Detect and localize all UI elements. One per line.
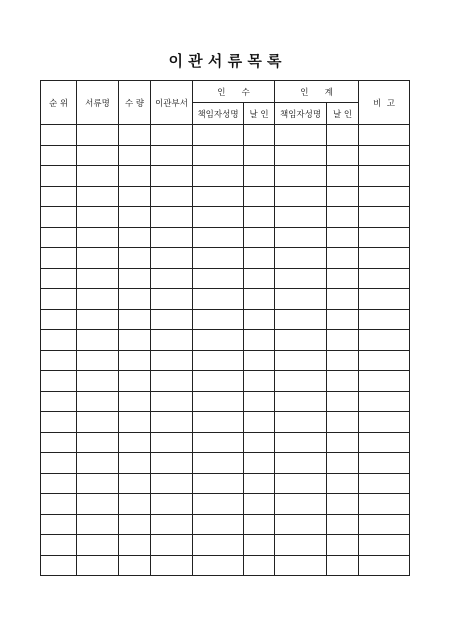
cell-transfer-dept[interactable]	[151, 207, 193, 228]
cell-quantity[interactable]	[119, 371, 151, 392]
header-row-top	[41, 81, 410, 103]
cell-seq[interactable]	[41, 412, 77, 433]
cell-remarks[interactable]	[359, 555, 410, 576]
header-handover-seal: 날 인	[327, 103, 359, 125]
cell-remarks[interactable]	[359, 330, 410, 351]
cell-doc-name[interactable]	[77, 227, 119, 248]
cell-remarks[interactable]	[359, 350, 410, 371]
cell-doc-name[interactable]	[77, 371, 119, 392]
cell-remarks[interactable]	[359, 248, 410, 269]
cell-receive-seal[interactable]	[244, 330, 275, 351]
cell-remarks[interactable]	[359, 514, 410, 535]
cell-quantity[interactable]	[119, 145, 151, 166]
cell-seq[interactable]	[41, 145, 77, 166]
cell-receive-person[interactable]	[193, 371, 244, 392]
cell-receive-seal[interactable]	[244, 145, 275, 166]
cell-receive-person[interactable]	[193, 391, 244, 412]
cell-receive-seal[interactable]	[244, 350, 275, 371]
cell-transfer-dept[interactable]	[151, 145, 193, 166]
cell-handover-seal[interactable]	[327, 473, 359, 494]
cell-receive-seal[interactable]	[244, 309, 275, 330]
cell-quantity[interactable]	[119, 432, 151, 453]
cell-transfer-dept[interactable]	[151, 289, 193, 310]
cell-seq[interactable]	[41, 125, 77, 146]
cell-quantity[interactable]	[119, 289, 151, 310]
cell-remarks[interactable]	[359, 453, 410, 474]
cell-handover-person[interactable]	[275, 350, 327, 371]
cell-handover-seal[interactable]	[327, 514, 359, 535]
cell-receive-person[interactable]	[193, 145, 244, 166]
table-row	[41, 453, 410, 474]
cell-receive-person[interactable]	[193, 207, 244, 228]
cell-quantity[interactable]	[119, 473, 151, 494]
header-remarks: 비 고	[359, 81, 410, 125]
cell-transfer-dept[interactable]	[151, 555, 193, 576]
cell-receive-person[interactable]	[193, 166, 244, 187]
cell-handover-person[interactable]	[275, 330, 327, 351]
cell-quantity[interactable]	[119, 535, 151, 556]
cell-remarks[interactable]	[359, 371, 410, 392]
cell-receive-person[interactable]	[193, 350, 244, 371]
cell-transfer-dept[interactable]	[151, 186, 193, 207]
cell-remarks[interactable]	[359, 391, 410, 412]
cell-seq[interactable]	[41, 186, 77, 207]
cell-transfer-dept[interactable]	[151, 473, 193, 494]
cell-remarks[interactable]	[359, 289, 410, 310]
cell-remarks[interactable]	[359, 227, 410, 248]
cell-quantity[interactable]	[119, 412, 151, 433]
cell-quantity[interactable]	[119, 514, 151, 535]
cell-handover-seal[interactable]	[327, 391, 359, 412]
cell-receive-seal[interactable]	[244, 453, 275, 474]
cell-remarks[interactable]	[359, 473, 410, 494]
table-row	[41, 330, 410, 351]
table-row	[41, 535, 410, 556]
cell-transfer-dept[interactable]	[151, 166, 193, 187]
cell-transfer-dept[interactable]	[151, 268, 193, 289]
cell-handover-seal[interactable]	[327, 248, 359, 269]
cell-handover-person[interactable]	[275, 309, 327, 330]
cell-doc-name[interactable]	[77, 248, 119, 269]
cell-transfer-dept[interactable]	[151, 309, 193, 330]
cell-remarks[interactable]	[359, 309, 410, 330]
table-row	[41, 227, 410, 248]
cell-receive-person[interactable]	[193, 514, 244, 535]
cell-remarks[interactable]	[359, 125, 410, 146]
table-row	[41, 555, 410, 576]
document-title: 이 관 서 류 목 록	[168, 52, 282, 70]
cell-handover-seal[interactable]	[327, 432, 359, 453]
cell-transfer-dept[interactable]	[151, 494, 193, 515]
cell-receive-seal[interactable]	[244, 432, 275, 453]
cell-receive-seal[interactable]	[244, 207, 275, 228]
cell-receive-seal[interactable]	[244, 186, 275, 207]
cell-receive-person[interactable]	[193, 453, 244, 474]
cell-transfer-dept[interactable]	[151, 371, 193, 392]
cell-transfer-dept[interactable]	[151, 248, 193, 269]
cell-handover-person[interactable]	[275, 227, 327, 248]
cell-receive-seal[interactable]	[244, 125, 275, 146]
cell-handover-seal[interactable]	[327, 207, 359, 228]
cell-receive-seal[interactable]	[244, 227, 275, 248]
cell-doc-name[interactable]	[77, 125, 119, 146]
cell-remarks[interactable]	[359, 535, 410, 556]
cell-handover-seal[interactable]	[327, 309, 359, 330]
cell-doc-name[interactable]	[77, 432, 119, 453]
cell-transfer-dept[interactable]	[151, 227, 193, 248]
cell-handover-seal[interactable]	[327, 268, 359, 289]
cell-doc-name[interactable]	[77, 535, 119, 556]
cell-handover-person[interactable]	[275, 555, 327, 576]
header-doc-name: 서류명	[77, 81, 119, 125]
cell-receive-person[interactable]	[193, 412, 244, 433]
cell-handover-person[interactable]	[275, 186, 327, 207]
cell-quantity[interactable]	[119, 166, 151, 187]
header-handover-person: 책임자성명	[275, 103, 327, 125]
cell-handover-person[interactable]	[275, 125, 327, 146]
cell-handover-seal[interactable]	[327, 453, 359, 474]
table-row	[41, 145, 410, 166]
table-row	[41, 514, 410, 535]
cell-handover-person[interactable]	[275, 535, 327, 556]
cell-handover-seal[interactable]	[327, 227, 359, 248]
cell-receive-person[interactable]	[193, 555, 244, 576]
cell-seq[interactable]	[41, 453, 77, 474]
cell-handover-seal[interactable]	[327, 330, 359, 351]
cell-seq[interactable]	[41, 268, 77, 289]
cell-seq[interactable]	[41, 207, 77, 228]
cell-doc-name[interactable]	[77, 207, 119, 228]
cell-receive-person[interactable]	[193, 268, 244, 289]
cell-doc-name[interactable]	[77, 309, 119, 330]
table-body	[41, 125, 410, 576]
cell-quantity[interactable]	[119, 350, 151, 371]
cell-seq[interactable]	[41, 535, 77, 556]
header-transfer-dept: 이관부서	[151, 81, 193, 125]
cell-seq[interactable]	[41, 555, 77, 576]
cell-transfer-dept[interactable]	[151, 432, 193, 453]
table-row	[41, 207, 410, 228]
cell-receive-person[interactable]	[193, 432, 244, 453]
table-row	[41, 473, 410, 494]
cell-quantity[interactable]	[119, 309, 151, 330]
cell-handover-person[interactable]	[275, 391, 327, 412]
cell-doc-name[interactable]	[77, 330, 119, 351]
table-row	[41, 432, 410, 453]
cell-receive-seal[interactable]	[244, 268, 275, 289]
cell-doc-name[interactable]	[77, 289, 119, 310]
cell-quantity[interactable]	[119, 391, 151, 412]
cell-quantity[interactable]	[119, 186, 151, 207]
table-row	[41, 125, 410, 146]
cell-handover-seal[interactable]	[327, 412, 359, 433]
cell-transfer-dept[interactable]	[151, 514, 193, 535]
cell-transfer-dept[interactable]	[151, 412, 193, 433]
cell-receive-person[interactable]	[193, 309, 244, 330]
cell-receive-seal[interactable]	[244, 473, 275, 494]
cell-transfer-dept[interactable]	[151, 330, 193, 351]
cell-quantity[interactable]	[119, 494, 151, 515]
cell-handover-person[interactable]	[275, 514, 327, 535]
cell-quantity[interactable]	[119, 227, 151, 248]
table-row	[41, 371, 410, 392]
cell-doc-name[interactable]	[77, 186, 119, 207]
cell-seq[interactable]	[41, 494, 77, 515]
cell-handover-person[interactable]	[275, 248, 327, 269]
table-row	[41, 268, 410, 289]
cell-doc-name[interactable]	[77, 453, 119, 474]
cell-quantity[interactable]	[119, 555, 151, 576]
cell-seq[interactable]	[41, 350, 77, 371]
cell-doc-name[interactable]	[77, 555, 119, 576]
cell-handover-seal[interactable]	[327, 186, 359, 207]
header-quantity: 수 량	[119, 81, 151, 125]
cell-receive-person[interactable]	[193, 289, 244, 310]
cell-remarks[interactable]	[359, 207, 410, 228]
cell-doc-name[interactable]	[77, 268, 119, 289]
cell-remarks[interactable]	[359, 145, 410, 166]
cell-seq[interactable]	[41, 371, 77, 392]
cell-receive-seal[interactable]	[244, 289, 275, 310]
header-receive-person: 책임자성명	[193, 103, 244, 125]
cell-receive-seal[interactable]	[244, 555, 275, 576]
cell-handover-person[interactable]	[275, 473, 327, 494]
table-row	[41, 309, 410, 330]
header-receive-seal: 날 인	[244, 103, 275, 125]
cell-handover-seal[interactable]	[327, 166, 359, 187]
cell-quantity[interactable]	[119, 268, 151, 289]
table-row	[41, 289, 410, 310]
cell-doc-name[interactable]	[77, 494, 119, 515]
cell-receive-seal[interactable]	[244, 248, 275, 269]
cell-quantity[interactable]	[119, 453, 151, 474]
cell-receive-person[interactable]	[193, 125, 244, 146]
cell-seq[interactable]	[41, 330, 77, 351]
cell-seq[interactable]	[41, 166, 77, 187]
cell-remarks[interactable]	[359, 186, 410, 207]
cell-transfer-dept[interactable]	[151, 125, 193, 146]
cell-handover-seal[interactable]	[327, 289, 359, 310]
cell-receive-person[interactable]	[193, 186, 244, 207]
cell-receive-person[interactable]	[193, 535, 244, 556]
cell-seq[interactable]	[41, 391, 77, 412]
table-row	[41, 166, 410, 187]
cell-seq[interactable]	[41, 309, 77, 330]
cell-handover-person[interactable]	[275, 453, 327, 474]
cell-seq[interactable]	[41, 289, 77, 310]
cell-handover-person[interactable]	[275, 412, 327, 433]
cell-doc-name[interactable]	[77, 473, 119, 494]
table-row	[41, 494, 410, 515]
cell-remarks[interactable]	[359, 432, 410, 453]
cell-doc-name[interactable]	[77, 166, 119, 187]
cell-remarks[interactable]	[359, 494, 410, 515]
cell-receive-seal[interactable]	[244, 412, 275, 433]
cell-seq[interactable]	[41, 514, 77, 535]
cell-receive-seal[interactable]	[244, 494, 275, 515]
cell-remarks[interactable]	[359, 166, 410, 187]
cell-handover-seal[interactable]	[327, 555, 359, 576]
cell-doc-name[interactable]	[77, 350, 119, 371]
table-header	[41, 81, 410, 125]
table-row	[41, 391, 410, 412]
cell-receive-person[interactable]	[193, 473, 244, 494]
cell-remarks[interactable]	[359, 412, 410, 433]
cell-quantity[interactable]	[119, 248, 151, 269]
header-handover-group: 인 계	[275, 81, 359, 103]
cell-quantity[interactable]	[119, 207, 151, 228]
cell-seq[interactable]	[41, 473, 77, 494]
table-row	[41, 350, 410, 371]
cell-receive-seal[interactable]	[244, 371, 275, 392]
cell-receive-seal[interactable]	[244, 535, 275, 556]
cell-handover-person[interactable]	[275, 494, 327, 515]
cell-receive-person[interactable]	[193, 227, 244, 248]
table-row	[41, 186, 410, 207]
cell-seq[interactable]	[41, 227, 77, 248]
cell-remarks[interactable]	[359, 268, 410, 289]
cell-handover-person[interactable]	[275, 268, 327, 289]
cell-receive-seal[interactable]	[244, 391, 275, 412]
cell-receive-seal[interactable]	[244, 514, 275, 535]
header-seq: 순 위	[41, 81, 77, 125]
cell-quantity[interactable]	[119, 125, 151, 146]
cell-doc-name[interactable]	[77, 391, 119, 412]
cell-quantity[interactable]	[119, 330, 151, 351]
cell-handover-seal[interactable]	[327, 145, 359, 166]
header-receive-group: 인 수	[193, 81, 275, 103]
cell-handover-person[interactable]	[275, 371, 327, 392]
cell-handover-person[interactable]	[275, 207, 327, 228]
table-row	[41, 248, 410, 269]
cell-receive-person[interactable]	[193, 248, 244, 269]
cell-handover-person[interactable]	[275, 145, 327, 166]
cell-receive-person[interactable]	[193, 494, 244, 515]
table-row	[41, 412, 410, 433]
transfer-document-table	[40, 80, 410, 576]
cell-transfer-dept[interactable]	[151, 453, 193, 474]
cell-handover-person[interactable]	[275, 289, 327, 310]
cell-seq[interactable]	[41, 248, 77, 269]
cell-transfer-dept[interactable]	[151, 391, 193, 412]
cell-handover-seal[interactable]	[327, 494, 359, 515]
cell-handover-person[interactable]	[275, 166, 327, 187]
cell-handover-seal[interactable]	[327, 371, 359, 392]
cell-receive-seal[interactable]	[244, 166, 275, 187]
cell-handover-seal[interactable]	[327, 125, 359, 146]
cell-handover-seal[interactable]	[327, 350, 359, 371]
cell-seq[interactable]	[41, 432, 77, 453]
cell-doc-name[interactable]	[77, 514, 119, 535]
cell-transfer-dept[interactable]	[151, 535, 193, 556]
cell-handover-person[interactable]	[275, 432, 327, 453]
cell-doc-name[interactable]	[77, 145, 119, 166]
cell-receive-person[interactable]	[193, 330, 244, 351]
cell-doc-name[interactable]	[77, 412, 119, 433]
cell-handover-seal[interactable]	[327, 535, 359, 556]
cell-transfer-dept[interactable]	[151, 350, 193, 371]
